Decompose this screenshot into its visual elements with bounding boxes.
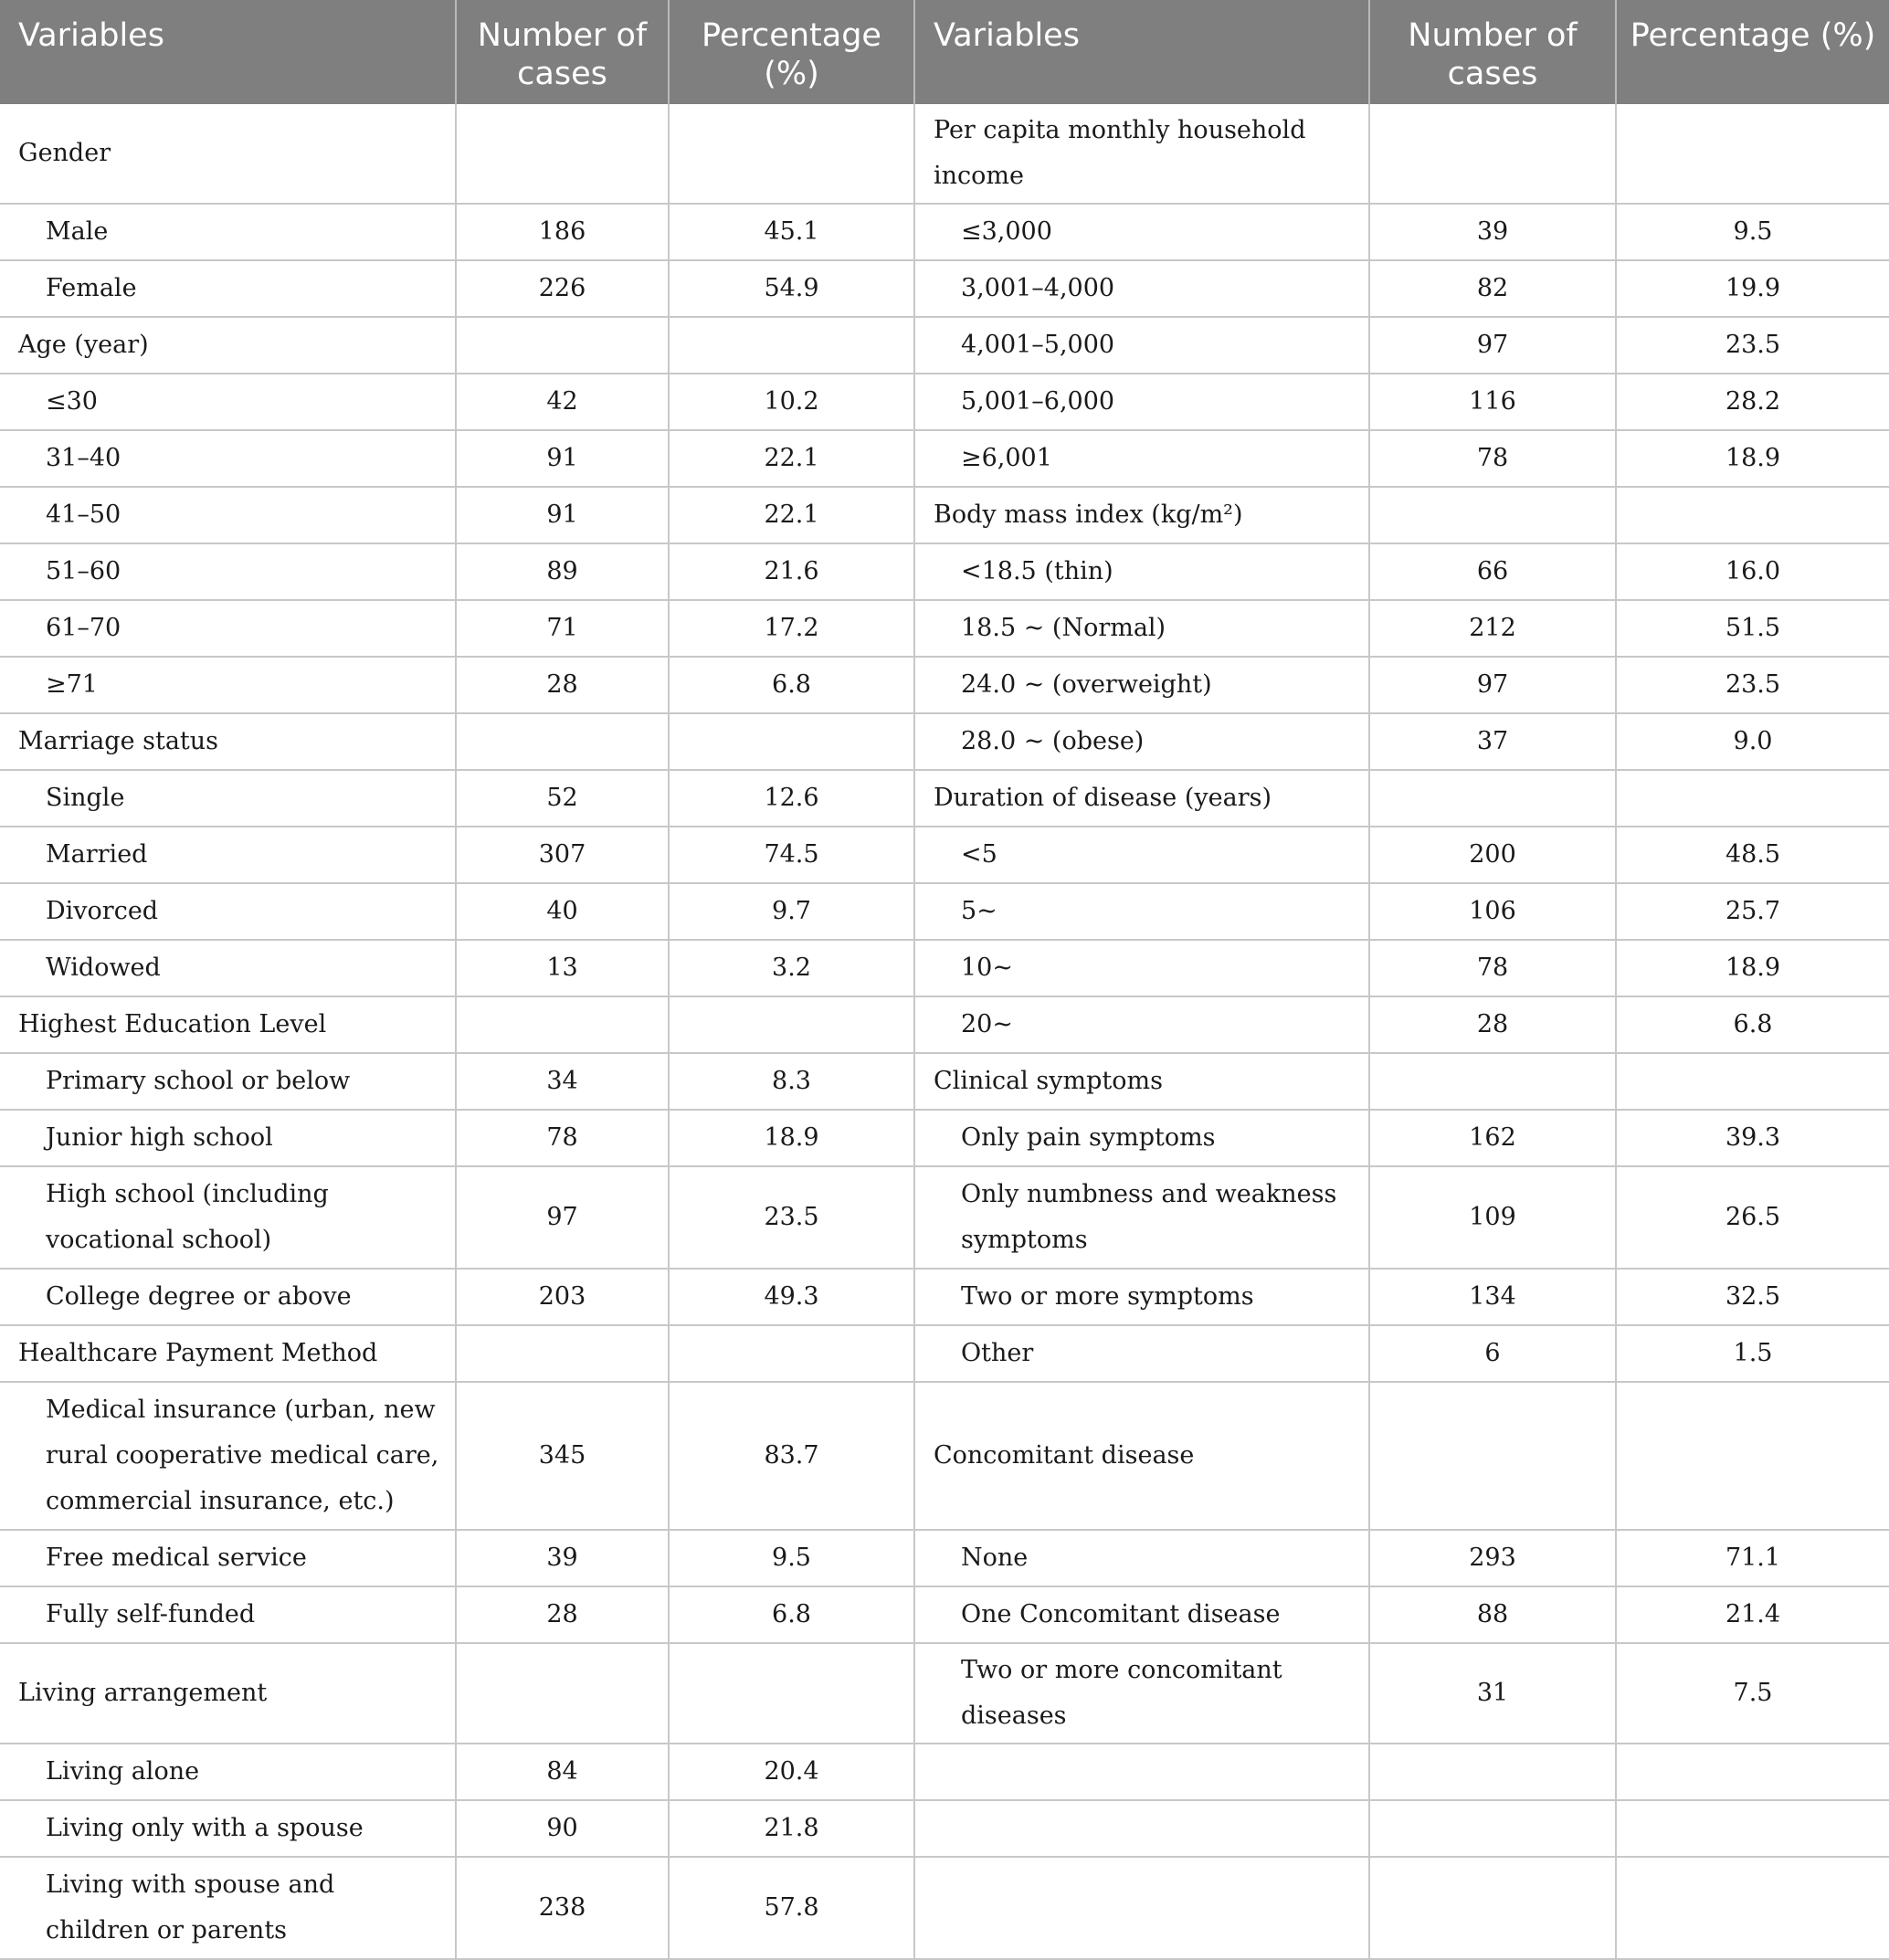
right-variable-cell: 5~ [914,883,1369,940]
left-percentage-cell: 74.5 [669,827,914,883]
header-variables-left: Variables [0,0,456,104]
left-percentage-cell [669,1325,914,1382]
table-row [0,770,1889,827]
right-variable-cell: 3,001–4,000 [914,260,1369,317]
right-cases-cell [1369,487,1616,543]
left-variable-cell: High school (including vocational school) [0,1166,456,1269]
left-variable-cell: College degree or above [0,1269,456,1325]
table-row [0,883,1889,940]
right-cases-cell: 66 [1369,543,1616,600]
right-variable-cell: None [914,1530,1369,1586]
left-cases-cell: 13 [456,940,669,996]
table-row [0,543,1889,600]
left-variable-cell: 61–70 [0,600,456,657]
right-cases-cell: 37 [1369,713,1616,770]
right-cases-cell: 31 [1369,1643,1616,1744]
right-cases-cell [1369,1800,1616,1857]
right-variable-cell: Two or more concomitant diseases [914,1643,1369,1744]
right-variable-cell: 20~ [914,996,1369,1053]
right-variable-cell [914,1744,1369,1800]
right-variable-cell: 28.0 ~ (obese) [914,713,1369,770]
left-cases-cell: 345 [456,1382,669,1530]
right-percentage-cell: 6.8 [1616,996,1889,1053]
right-percentage-cell: 23.5 [1616,317,1889,374]
table-row [0,204,1889,260]
left-percentage-cell: 21.6 [669,543,914,600]
right-cases-cell: 78 [1369,940,1616,996]
right-percentage-cell: 18.9 [1616,940,1889,996]
left-percentage-cell: 10.2 [669,374,914,430]
right-percentage-cell: 21.4 [1616,1586,1889,1643]
header-row [0,0,1889,104]
left-variable-cell: Highest Education Level [0,996,456,1053]
right-percentage-cell [1616,770,1889,827]
table-row [0,1053,1889,1110]
right-percentage-cell: 18.9 [1616,430,1889,487]
left-cases-cell: 39 [456,1530,669,1586]
right-percentage-cell: 51.5 [1616,600,1889,657]
left-cases-cell: 91 [456,430,669,487]
right-cases-cell: 28 [1369,996,1616,1053]
right-cases-cell [1369,104,1616,204]
right-cases-cell [1369,1382,1616,1530]
left-variable-cell: Living alone [0,1744,456,1800]
left-cases-cell [456,317,669,374]
left-cases-cell: 238 [456,1857,669,1959]
right-percentage-cell: 7.5 [1616,1643,1889,1744]
left-percentage-cell [669,104,914,204]
right-variable-cell: ≤3,000 [914,204,1369,260]
right-variable-cell: Clinical symptoms [914,1053,1369,1110]
table-row [0,260,1889,317]
table-body [0,104,1889,1959]
header-percentage-left: Percentage (%) [669,0,914,104]
left-percentage-cell [669,996,914,1053]
table-row [0,996,1889,1053]
left-cases-cell: 42 [456,374,669,430]
left-variable-cell: Living with spouse and children or parents [0,1857,456,1959]
header-percentage-right: Percentage (%) [1616,0,1889,104]
right-variable-cell: 24.0 ~ (overweight) [914,657,1369,713]
right-percentage-cell [1616,1744,1889,1800]
table-row [0,940,1889,996]
table-row [0,1643,1889,1744]
left-cases-cell: 90 [456,1800,669,1857]
left-variable-cell: Junior high school [0,1110,456,1166]
left-cases-cell [456,1325,669,1382]
left-variable-cell: 51–60 [0,543,456,600]
right-percentage-cell: 26.5 [1616,1166,1889,1269]
right-variable-cell: Concomitant disease [914,1382,1369,1530]
right-cases-cell: 88 [1369,1586,1616,1643]
left-cases-cell: 28 [456,657,669,713]
left-cases-cell: 226 [456,260,669,317]
right-cases-cell: 6 [1369,1325,1616,1382]
left-variable-cell: Medical insurance (urban, new rural cooperative medical care, commercial insurance, etc.) [0,1382,456,1530]
left-cases-cell: 91 [456,487,669,543]
left-percentage-cell: 18.9 [669,1110,914,1166]
right-cases-cell: 116 [1369,374,1616,430]
left-cases-cell: 78 [456,1110,669,1166]
right-percentage-cell: 25.7 [1616,883,1889,940]
right-variable-cell: 10~ [914,940,1369,996]
left-percentage-cell: 6.8 [669,1586,914,1643]
left-percentage-cell: 6.8 [669,657,914,713]
left-variable-cell: Male [0,204,456,260]
left-percentage-cell: 9.7 [669,883,914,940]
right-variable-cell: Only pain symptoms [914,1110,1369,1166]
left-cases-cell [456,104,669,204]
left-percentage-cell: 22.1 [669,430,914,487]
right-variable-cell [914,1857,1369,1959]
right-cases-cell: 39 [1369,204,1616,260]
right-cases-cell: 97 [1369,657,1616,713]
right-variable-cell: 18.5 ~ (Normal) [914,600,1369,657]
header-variables-right: Variables [914,0,1369,104]
table-row [0,713,1889,770]
right-percentage-cell: 9.0 [1616,713,1889,770]
left-percentage-cell: 49.3 [669,1269,914,1325]
right-variable-cell: Only numbness and weakness symptoms [914,1166,1369,1269]
left-percentage-cell: 20.4 [669,1744,914,1800]
left-percentage-cell: 9.5 [669,1530,914,1586]
right-variable-cell: <18.5 (thin) [914,543,1369,600]
right-percentage-cell: 23.5 [1616,657,1889,713]
right-variable-cell: Two or more symptoms [914,1269,1369,1325]
right-cases-cell [1369,1857,1616,1959]
right-percentage-cell [1616,1382,1889,1530]
left-percentage-cell [669,713,914,770]
table-row [0,1110,1889,1166]
right-percentage-cell: 1.5 [1616,1325,1889,1382]
right-percentage-cell [1616,1857,1889,1959]
left-percentage-cell: 17.2 [669,600,914,657]
right-cases-cell: 109 [1369,1166,1616,1269]
table-header [0,0,1889,104]
left-variable-cell: Widowed [0,940,456,996]
left-percentage-cell [669,317,914,374]
table-row [0,374,1889,430]
left-variable-cell: Healthcare Payment Method [0,1325,456,1382]
header-cases-right: Number of cases [1369,0,1616,104]
right-cases-cell: 134 [1369,1269,1616,1325]
left-cases-cell [456,996,669,1053]
left-variable-cell: Married [0,827,456,883]
right-variable-cell: Other [914,1325,1369,1382]
right-cases-cell: 78 [1369,430,1616,487]
left-variable-cell: Divorced [0,883,456,940]
left-cases-cell: 28 [456,1586,669,1643]
right-percentage-cell [1616,104,1889,204]
table-row [0,1744,1889,1800]
left-cases-cell: 97 [456,1166,669,1269]
right-percentage-cell: 19.9 [1616,260,1889,317]
left-variable-cell: Free medical service [0,1530,456,1586]
table-row [0,1382,1889,1530]
table-row [0,1269,1889,1325]
header-cases-left: Number of cases [456,0,669,104]
right-percentage-cell: 28.2 [1616,374,1889,430]
right-cases-cell: 212 [1369,600,1616,657]
table-row [0,1857,1889,1959]
left-cases-cell: 71 [456,600,669,657]
table-row [0,1530,1889,1586]
left-variable-cell: Gender [0,104,456,204]
left-variable-cell: 31–40 [0,430,456,487]
left-cases-cell: 34 [456,1053,669,1110]
table-row [0,600,1889,657]
left-percentage-cell [669,1643,914,1744]
right-cases-cell: 200 [1369,827,1616,883]
right-percentage-cell: 48.5 [1616,827,1889,883]
left-cases-cell [456,713,669,770]
left-percentage-cell: 23.5 [669,1166,914,1269]
right-variable-cell: 4,001–5,000 [914,317,1369,374]
left-percentage-cell: 21.8 [669,1800,914,1857]
right-cases-cell: 82 [1369,260,1616,317]
left-cases-cell: 52 [456,770,669,827]
right-cases-cell [1369,1744,1616,1800]
right-variable-cell: One Concomitant disease [914,1586,1369,1643]
table-row [0,1325,1889,1382]
left-variable-cell: Marriage status [0,713,456,770]
right-percentage-cell: 16.0 [1616,543,1889,600]
right-cases-cell: 293 [1369,1530,1616,1586]
left-variable-cell: Age (year) [0,317,456,374]
left-percentage-cell: 54.9 [669,260,914,317]
table-row [0,827,1889,883]
right-cases-cell [1369,770,1616,827]
right-percentage-cell: 71.1 [1616,1530,1889,1586]
right-cases-cell [1369,1053,1616,1110]
left-percentage-cell: 57.8 [669,1857,914,1959]
left-variable-cell: 41–50 [0,487,456,543]
right-variable-cell: ≥6,001 [914,430,1369,487]
left-variable-cell: Living arrangement [0,1643,456,1744]
table-row [0,657,1889,713]
table-row [0,1800,1889,1857]
left-cases-cell: 89 [456,543,669,600]
left-variable-cell: Female [0,260,456,317]
left-cases-cell [456,1643,669,1744]
left-cases-cell: 203 [456,1269,669,1325]
left-variable-cell: ≥71 [0,657,456,713]
table-row [0,1166,1889,1269]
right-percentage-cell: 9.5 [1616,204,1889,260]
left-cases-cell: 40 [456,883,669,940]
right-percentage-cell [1616,1053,1889,1110]
left-variable-cell: Living only with a spouse [0,1800,456,1857]
left-percentage-cell: 83.7 [669,1382,914,1530]
left-cases-cell: 84 [456,1744,669,1800]
left-cases-cell: 307 [456,827,669,883]
table-row [0,104,1889,204]
right-percentage-cell [1616,1800,1889,1857]
right-cases-cell: 106 [1369,883,1616,940]
left-variable-cell: Single [0,770,456,827]
left-cases-cell: 186 [456,204,669,260]
left-variable-cell: Fully self-funded [0,1586,456,1643]
right-percentage-cell: 39.3 [1616,1110,1889,1166]
right-variable-cell: Body mass index (kg/m²) [914,487,1369,543]
left-percentage-cell: 12.6 [669,770,914,827]
left-percentage-cell: 22.1 [669,487,914,543]
right-variable-cell [914,1800,1369,1857]
right-percentage-cell: 32.5 [1616,1269,1889,1325]
table-row [0,317,1889,374]
left-percentage-cell: 3.2 [669,940,914,996]
left-percentage-cell: 8.3 [669,1053,914,1110]
right-variable-cell: Per capita monthly household income [914,104,1369,204]
table-row [0,487,1889,543]
table-row [0,430,1889,487]
right-variable-cell: <5 [914,827,1369,883]
right-percentage-cell [1616,487,1889,543]
right-cases-cell: 162 [1369,1110,1616,1166]
right-variable-cell: 5,001–6,000 [914,374,1369,430]
left-variable-cell: ≤30 [0,374,456,430]
right-variable-cell: Duration of disease (years) [914,770,1369,827]
left-variable-cell: Primary school or below [0,1053,456,1110]
left-percentage-cell: 45.1 [669,204,914,260]
right-cases-cell: 97 [1369,317,1616,374]
table-row [0,1586,1889,1643]
